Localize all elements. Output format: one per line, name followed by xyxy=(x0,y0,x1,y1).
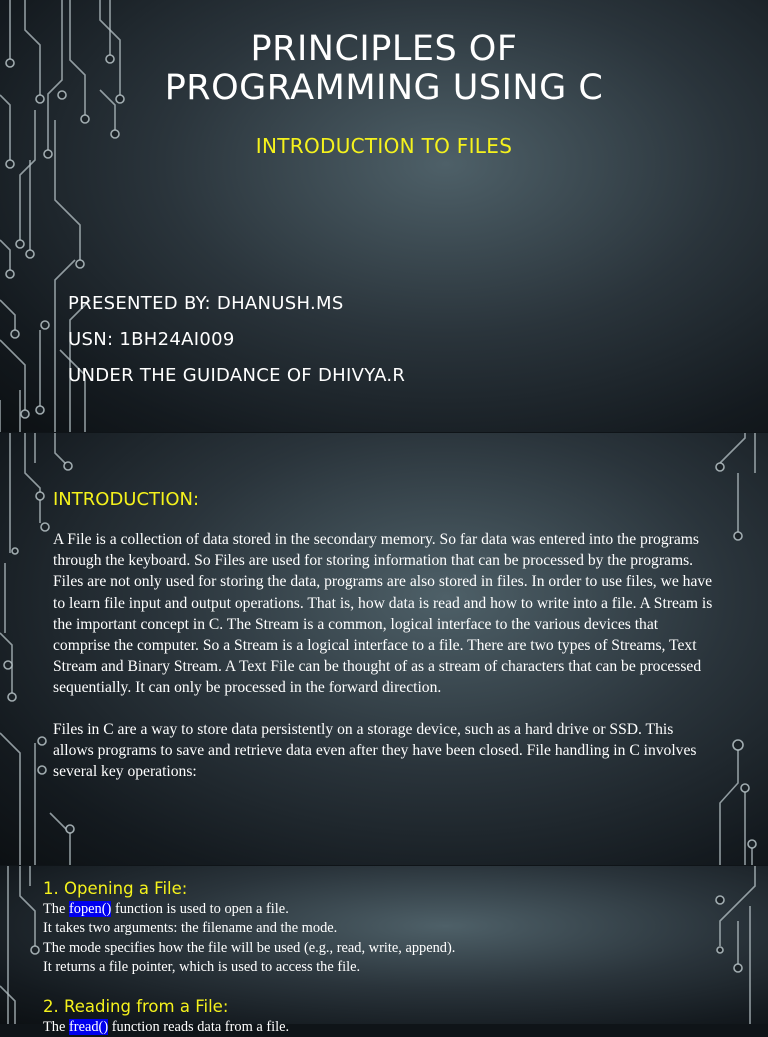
text-line: The mode specifies how the file will be used (e.g., read, write, append). xyxy=(43,939,456,956)
opening-section xyxy=(43,878,455,977)
presentation-title xyxy=(0,30,768,108)
usn: USN: 1BH24AI009 xyxy=(68,329,235,350)
highlighted-code: fread() xyxy=(68,1019,109,1035)
title-slide xyxy=(0,0,768,432)
text-line xyxy=(43,900,455,919)
presentation-subtitle: INTRODUCTION TO FILES xyxy=(255,134,513,158)
reading-section xyxy=(43,996,289,1037)
section-heading: INTRODUCTION: xyxy=(53,489,200,510)
file-operations-slide xyxy=(0,866,768,1035)
highlighted-code: fopen() xyxy=(68,901,112,917)
text-line xyxy=(43,1018,289,1037)
introduction-text xyxy=(53,529,713,802)
title-line-1: PRINCIPLES OF xyxy=(250,29,518,69)
text-fragment: function reads data from a file. xyxy=(108,1019,290,1035)
introduction-slide xyxy=(0,433,768,865)
guidance: UNDER THE GUIDANCE OF DHIVYA.R xyxy=(68,365,406,386)
title-line-2: PROGRAMMING USING C xyxy=(164,68,604,108)
section-heading: 2. Reading from a File: xyxy=(43,997,229,1016)
paragraph: Files in C are a way to store data persistently on a storage device, such as a hard drive or SSD. This allows programs to save and retrieve data even after they have been closed. File handling in C involves several key operations: xyxy=(53,720,697,781)
section-heading: 1. Opening a File: xyxy=(43,879,188,898)
text-line: It takes two arguments: the filename and the mode. xyxy=(43,920,338,937)
text-fragment: function is used to open a file. xyxy=(111,901,289,917)
presented-by: PRESENTED BY: DHANUSH.MS xyxy=(68,293,344,314)
text-fragment: The xyxy=(43,901,69,917)
text-fragment: The xyxy=(43,1019,69,1035)
paragraph: A File is a collection of data stored in the secondary memory. So far data was entered into the programs through the keyboard. So Files are used for storing information that can be processed by the programs. Files are not only used for storing the data, programs are also stored in files. In order to use files, we have to learn file input and output operations. That is, how data is read and how to write into a file. A Stream is the important concept in C. The Stream is a common, logical interface to the various devices that comprise the computer. So a Stream is a logical interface to a file. There are two types of Streams, Text Stream and Binary Stream. A Text File can be thought of as a stream of characters that can be processed sequentially. It can only be processed in the forward direction. xyxy=(53,531,713,697)
text-line: It returns a file pointer, which is used to access the file. xyxy=(43,958,361,975)
presenter-info xyxy=(68,292,405,400)
